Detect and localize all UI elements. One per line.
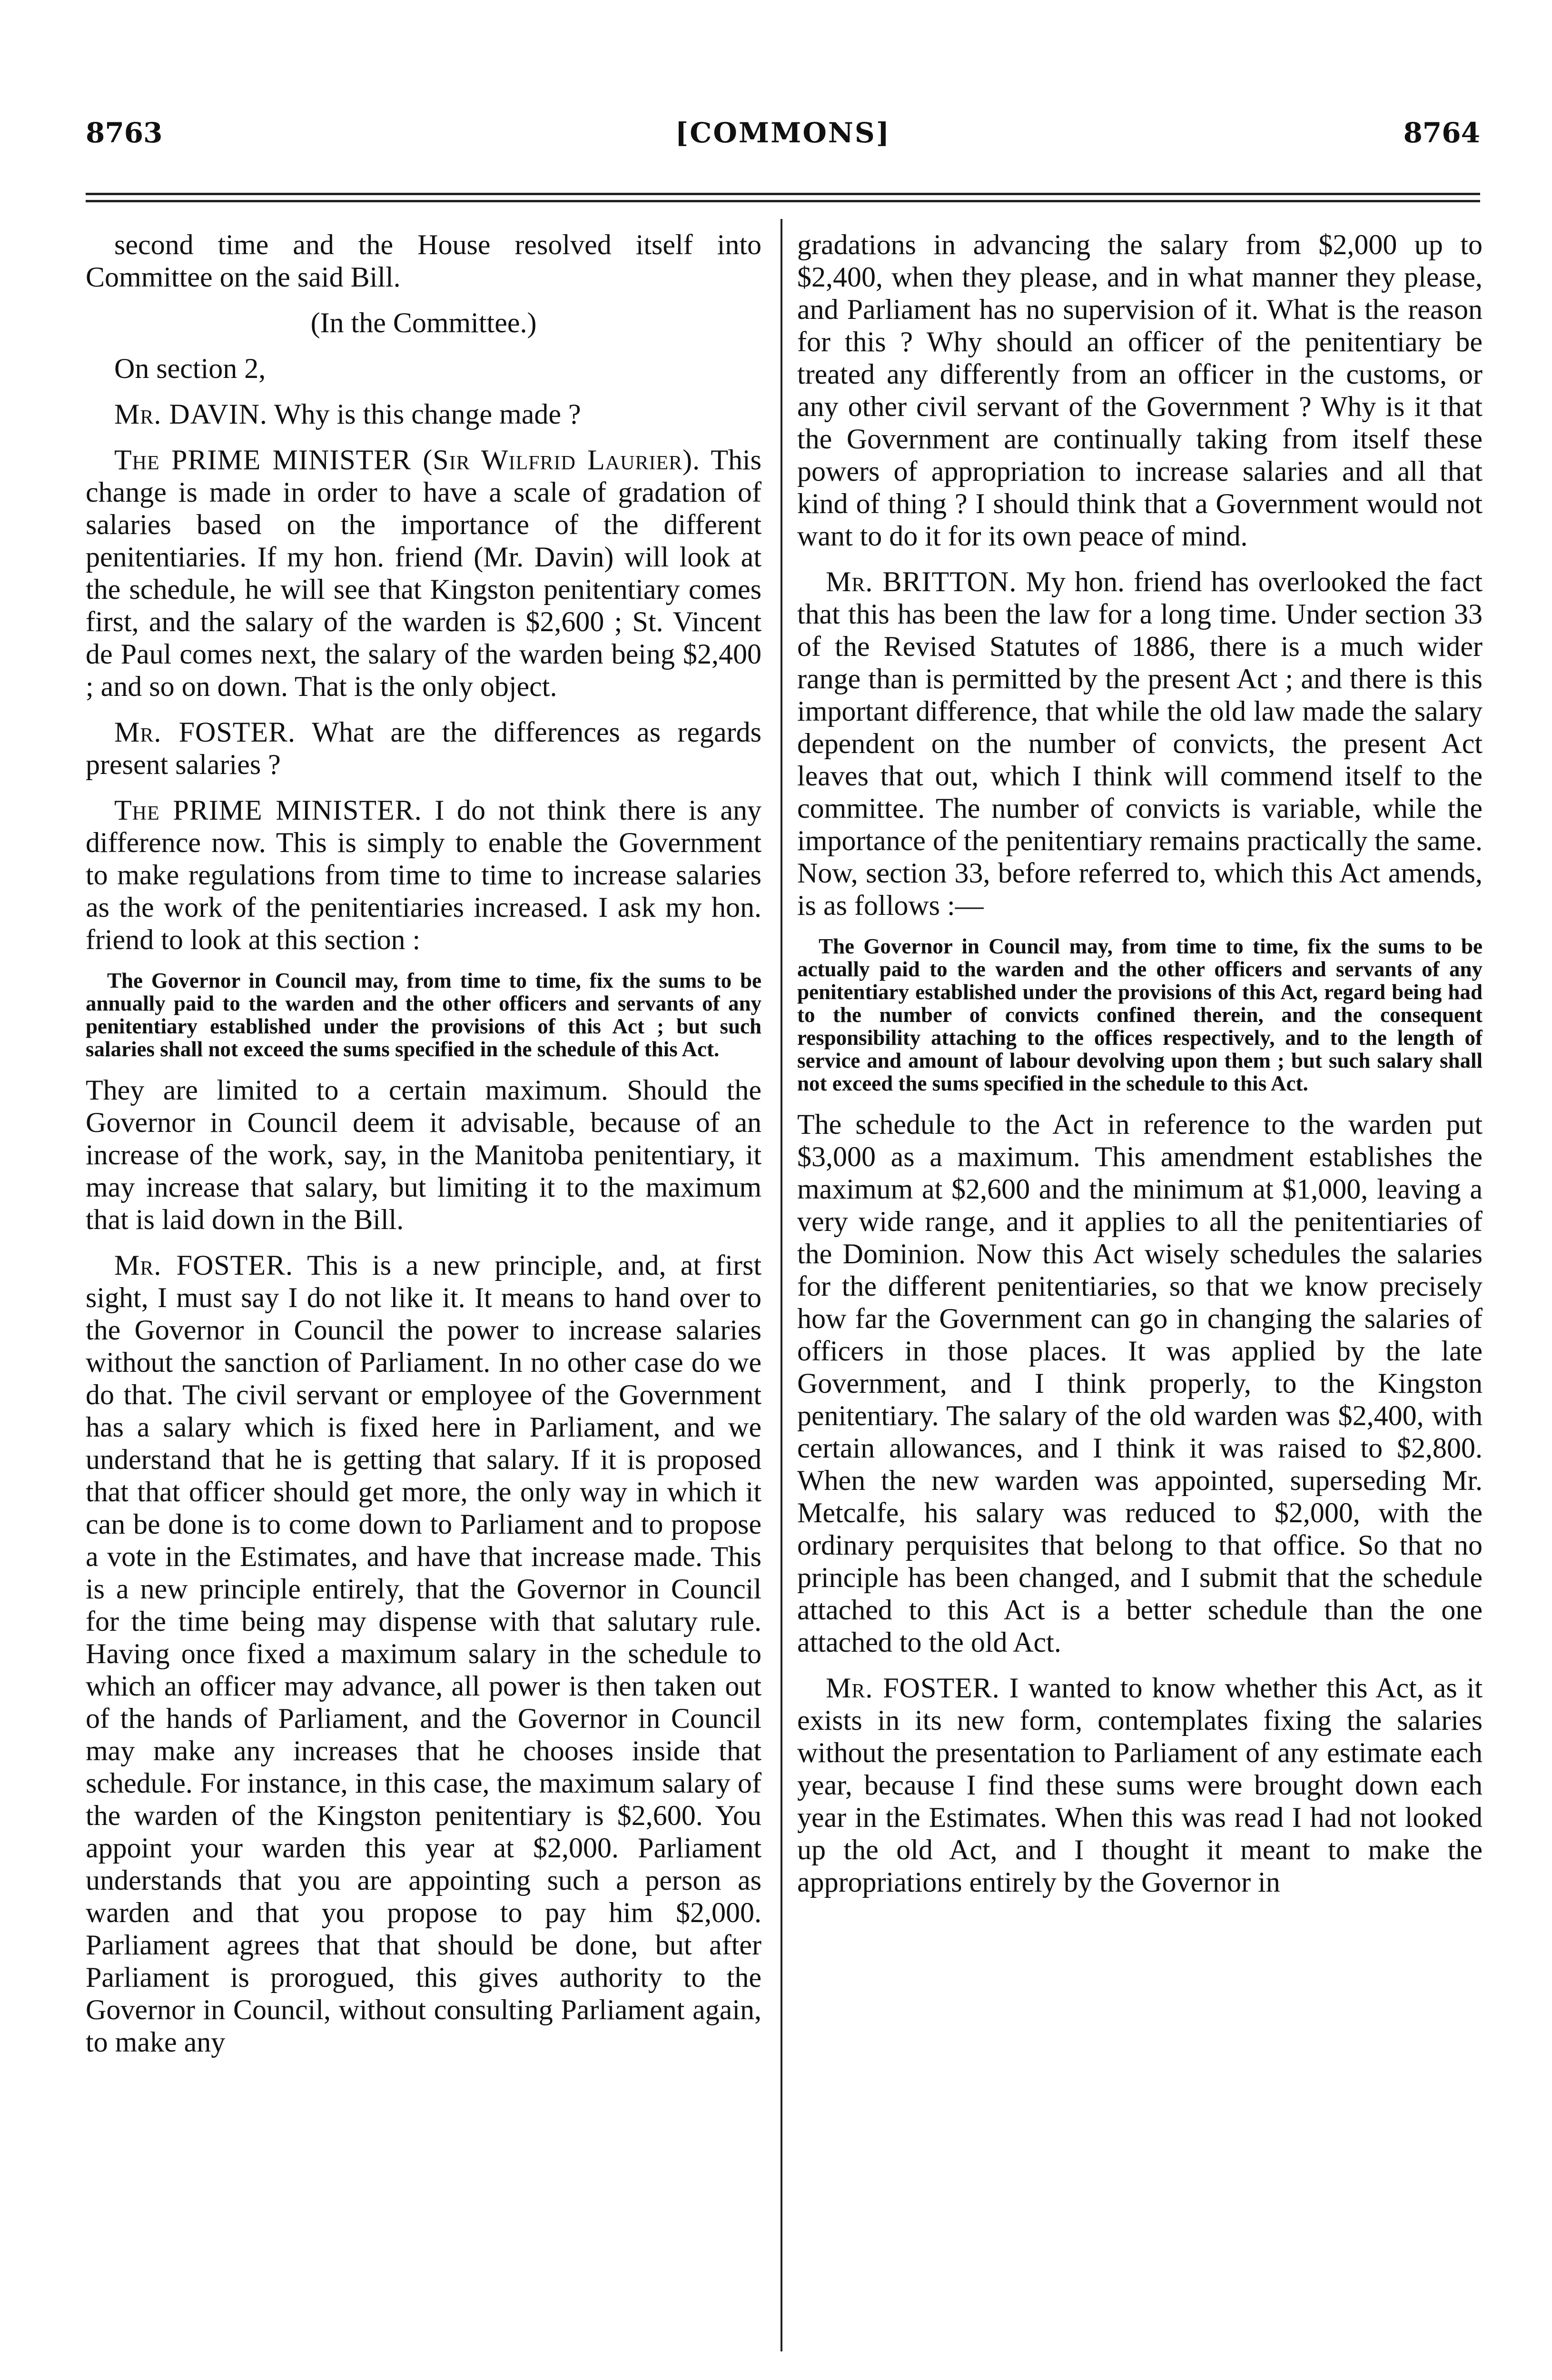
speech-text: They are limited to a certain maximum. Should the Governor in Council deem it advisable, because of an increase of the work, say, in the Manitoba penitentiary, it may increase that salary, but limiting it to the maximum that is laid down in the Bill. [86, 1074, 761, 1235]
stage-direction [86, 307, 761, 339]
speaker-name: The PRIME MINISTER. [114, 794, 422, 826]
page-number-right: 8764 [1403, 117, 1480, 149]
speaker-name: Mr. DAVIN. [114, 398, 267, 430]
header-rule-top [86, 193, 1480, 195]
right-column [797, 228, 1483, 2380]
paragraph [797, 1108, 1483, 1658]
speech [86, 716, 761, 781]
speaker-name: Mr. FOSTER. [114, 716, 296, 748]
paragraph [797, 228, 1483, 552]
quoted-statute [797, 935, 1483, 1095]
header-rule-bottom [86, 200, 1480, 202]
speaker-name: Mr. FOSTER. [826, 1672, 1000, 1704]
speech-text: This is a new principle, and, at first sight, I must say I do not like it. It means to hand over to the Governor in Council the power to increase salaries without the sanction of Parliament. In no other case do we do that. The civil servant or employee of the Government has a salary which is fixed here in Parliament, and we understand that he is getting that salary. If it is proposed that that officer should get more, the only way in which it can be done is to come down to Parliament and to propose a vote in the Estimates, and have that increase made. This is a new principle entirely, that the Governor in Council for the time being may dispense with that salutary rule. Having once fixed a maximum salary in the schedule to which an officer may advance, all power is then taken out of the hands of Parliament, and the Governor in Council may make any increases that he chooses inside that schedule. For instance, in this case, the maximum salary of the warden of the Kingston penitentiary is $2,600. You appoint your warden this year at $2,000. Parliament understands that you are appointing such a person as warden and that you propose to pay him $2,000. Parliament agrees that that should be done, but after Parliament is prorogued, this gives authority to the Governor in Council, without consulting Parliament again, to make any [86, 1250, 761, 2058]
speaker-name: Mr. BRITTON. [826, 566, 1017, 597]
speech-text: The Governor in Council may, from time to time, fix the sums to be actually paid to the warden and the other officers and servants of any penitentiary established under the provisions of this Act, regard being had to the number of convicts confined therein, and the consequent responsibility attaching to the offices respectively, and to the length of service and amount of labour devolving upon them ; but such salary shall not exceed the sums specified in the schedule to this Act. [797, 934, 1483, 1095]
left-column [86, 228, 761, 2380]
speech [797, 565, 1483, 922]
column-divider [781, 219, 782, 2351]
page-header [86, 117, 1480, 169]
speech-text: I do not think there is any difference now. This is simply to enable the Government to make regulations from time to time to increase salaries as the work of the penitentiaries increased. I ask my hon. friend to look at this section : [86, 794, 761, 955]
speech-text: (In the Committee.) [310, 307, 537, 338]
page-number-left: 8763 [86, 117, 163, 149]
speech-text: On section 2, [114, 353, 266, 384]
speech-text: What are the differences as regards present salaries ? [86, 716, 761, 780]
paragraph [86, 1074, 761, 1236]
speech-text: My hon. friend has overlooked the fact that this has been the law for a long time. Under section 33 of the Revised Statutes of 1886, there is a much wider range than is permitted by the present Act ; and there is this important difference, that while the old law made the salary dependent on the number of convicts, the present Act leaves that out, which I think will commend itself to the committee. The number of convicts is variable, while the importance of the penitentiary remains practically the same. Now, section 33, before referred to, which this Act amends, is as follows :— [797, 566, 1483, 921]
speech-text: I wanted to know whether this Act, as it exists in its new form, contemplates fixing the salaries without the presentation to Parliament of any estimate each year, because I find these sums were brought down each year in the Estimates. When this was read I had not looked up the old Act, and I thought it meant to make the appropriations entirely by the Governor in [797, 1672, 1483, 1898]
speech-text: The schedule to the Act in reference to the warden put $3,000 as a maximum. This amendment establishes the maximum at $2,600 and the minimum at $1,000, leaving a very wide range, and it applies to all the penitentiaries of the Dominion. Now this Act wisely schedules the salaries for the different penitentiaries, so that we know precisely how far the Government can go in changing the salaries of officers in those places. It was applied by the late Government, and I think properly, to the Kingston penitentiary. The salary of the old warden was $2,400, with certain allowances, and I think it was raised to $2,800. When the new warden was appointed, superseding Mr. Metcalfe, his salary was reduced to $2,000, with the ordinary perquisites that belong to that office. So that no principle has been changed, and I submit that the schedule attached to this Act is a better schedule than the one attached to the old Act. [797, 1109, 1483, 1658]
running-title: [COMMONS] [675, 117, 891, 149]
paragraph [86, 352, 761, 385]
speaker-name: Mr. FOSTER. [114, 1250, 293, 1281]
speaker-name: The PRIME MINISTER (Sir Wilfrid Laurier). [114, 444, 701, 476]
speech [797, 1672, 1483, 1898]
speech-text: Why is this change made ? [274, 398, 581, 430]
speech-text: gradations in advancing the salary from $2,000 up to $2,400, when they please, and in what manner they please, and Parliament has no supervision of it. What is the reason for this ? Why should an officer of the penitentiary be treated any differently from an officer in the customs, or any other civil servant of the Government ? Why is it that the Government are continually taking from itself these powers of appropriation to increase salaries and all that kind of thing ? I should think that a Government would not want to do it for its own peace of mind. [797, 229, 1483, 552]
speech-text: This change is made in order to have a scale of gradation of salaries based on the importance of the different penitentiaries. If my hon. friend (Mr. Davin) will look at the schedule, he will see that Kingston penitentiary comes first, and the salary of the warden is $2,600 ; St. Vincent de Paul comes next, the salary of the warden being $2,400 ; and so on down. That is the only object. [86, 444, 761, 702]
speech [86, 444, 761, 703]
speech [86, 1249, 761, 2058]
speech-text: The Governor in Council may, from time to time, fix the sums to be annually paid to the warden and the other officers and servants of any penitentiary established under the provisions of this Act ; but such salaries shall not exceed the sums specified in the schedule of this Act. [86, 969, 761, 1061]
speech-text: second time and the House resolved itself into Committee on the said Bill. [86, 229, 761, 293]
quoted-statute [86, 969, 761, 1061]
paragraph [86, 228, 761, 293]
speech [86, 794, 761, 956]
speech [86, 398, 761, 430]
